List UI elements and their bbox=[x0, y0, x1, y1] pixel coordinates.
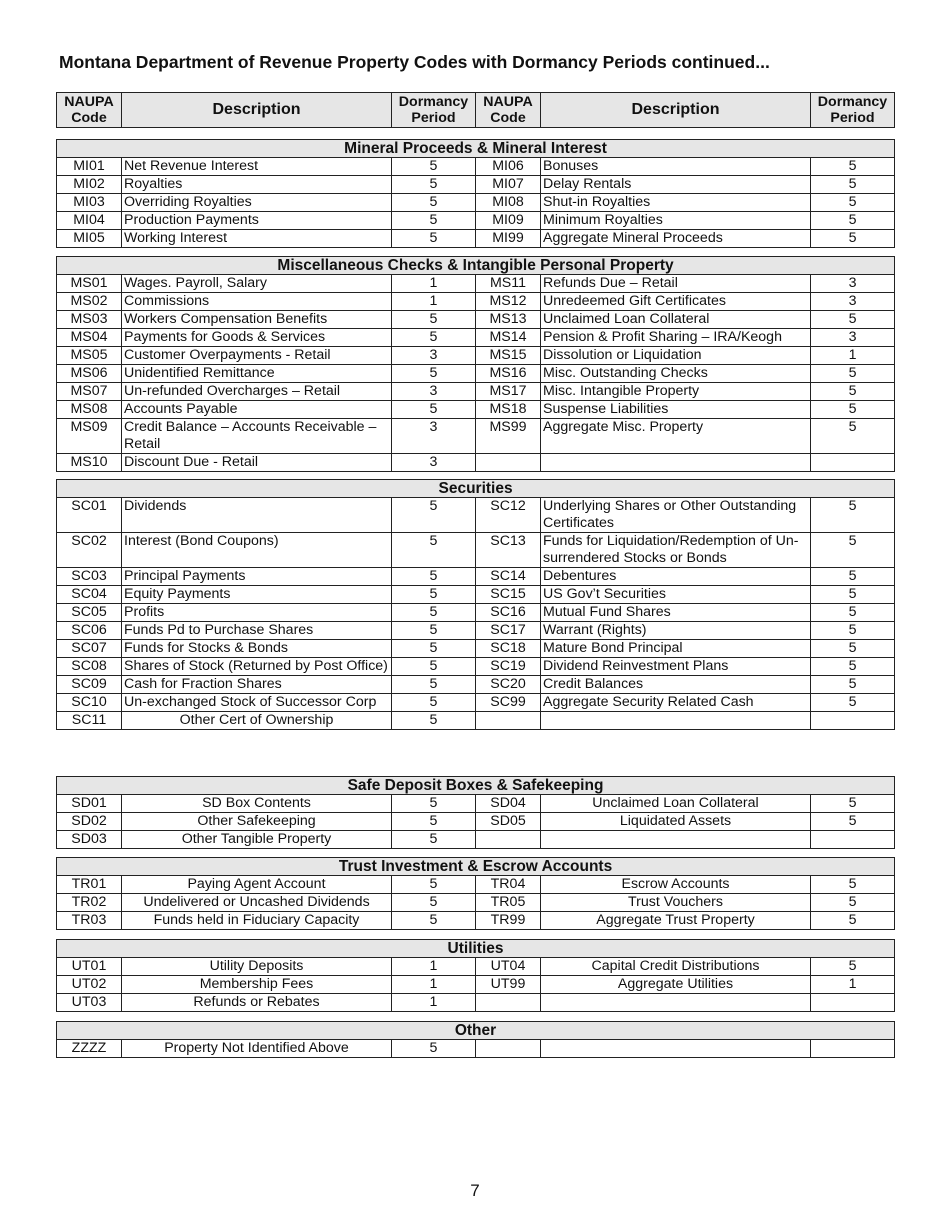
dormancy-period: 5 bbox=[392, 640, 476, 658]
section-title: Utilities bbox=[57, 940, 895, 958]
property-description: Unidentified Remittance bbox=[122, 365, 392, 383]
dormancy-period: 5 bbox=[392, 158, 476, 176]
property-description: Underlying Shares or Other Outstanding Certificates bbox=[541, 498, 811, 533]
property-description: Customer Overpayments - Retail bbox=[122, 347, 392, 365]
property-code: MI01 bbox=[57, 158, 122, 176]
property-description: Suspense Liabilities bbox=[541, 401, 811, 419]
table-row bbox=[57, 230, 895, 248]
table-row bbox=[57, 912, 895, 930]
property-description: US Gov’t Securities bbox=[541, 586, 811, 604]
dormancy-period: 5 bbox=[811, 795, 895, 813]
property-code bbox=[476, 712, 541, 730]
property-code: SC11 bbox=[57, 712, 122, 730]
dormancy-period bbox=[811, 1040, 895, 1058]
dormancy-period: 5 bbox=[811, 311, 895, 329]
dormancy-period: 1 bbox=[392, 275, 476, 293]
property-code: SC08 bbox=[57, 658, 122, 676]
dormancy-period: 5 bbox=[392, 676, 476, 694]
table-row bbox=[57, 994, 895, 1012]
property-description: Misc. Outstanding Checks bbox=[541, 365, 811, 383]
section-table bbox=[56, 776, 895, 849]
dormancy-period: 5 bbox=[811, 212, 895, 230]
property-code: MS04 bbox=[57, 329, 122, 347]
dormancy-period: 5 bbox=[392, 694, 476, 712]
property-description: Commissions bbox=[122, 293, 392, 311]
property-description: Unclaimed Loan Collateral bbox=[541, 311, 811, 329]
dormancy-period: 5 bbox=[811, 194, 895, 212]
property-code: SC18 bbox=[476, 640, 541, 658]
property-code: SD03 bbox=[57, 831, 122, 849]
property-code: MS18 bbox=[476, 401, 541, 419]
property-description: Misc. Intangible Property bbox=[541, 383, 811, 401]
section-title-row bbox=[57, 257, 895, 275]
table-row bbox=[57, 419, 895, 454]
section-title-row bbox=[57, 480, 895, 498]
property-code: TR03 bbox=[57, 912, 122, 930]
property-description: Other Safekeeping bbox=[122, 813, 392, 831]
table-row bbox=[57, 1040, 895, 1058]
property-description: Un-exchanged Stock of Successor Corp bbox=[122, 694, 392, 712]
property-description: Capital Credit Distributions bbox=[541, 958, 811, 976]
property-description: Property Not Identified Above bbox=[122, 1040, 392, 1058]
dormancy-period: 5 bbox=[811, 912, 895, 930]
property-description: Mutual Fund Shares bbox=[541, 604, 811, 622]
property-description: Membership Fees bbox=[122, 976, 392, 994]
dormancy-period: 5 bbox=[392, 622, 476, 640]
dormancy-period: 3 bbox=[811, 329, 895, 347]
property-code: SC15 bbox=[476, 586, 541, 604]
dormancy-period: 5 bbox=[811, 658, 895, 676]
dormancy-period: 3 bbox=[392, 419, 476, 454]
property-description: Credit Balance – Accounts Receivable – Retail bbox=[122, 419, 392, 454]
table-row bbox=[57, 976, 895, 994]
dormancy-period: 5 bbox=[811, 568, 895, 586]
dormancy-period: 5 bbox=[811, 622, 895, 640]
section-title: Miscellaneous Checks & Intangible Personal Property bbox=[57, 257, 895, 275]
table-row bbox=[57, 640, 895, 658]
property-description: Wages. Payroll, Salary bbox=[122, 275, 392, 293]
property-description: Unclaimed Loan Collateral bbox=[541, 795, 811, 813]
property-code: TR02 bbox=[57, 894, 122, 912]
table-row bbox=[57, 401, 895, 419]
table-row bbox=[57, 813, 895, 831]
dormancy-period: 5 bbox=[811, 958, 895, 976]
dormancy-period bbox=[811, 712, 895, 730]
section-table bbox=[56, 857, 895, 930]
dormancy-period: 1 bbox=[811, 976, 895, 994]
property-code: MS01 bbox=[57, 275, 122, 293]
header-dormancy-period: Dormancy Period bbox=[392, 93, 476, 128]
table-row bbox=[57, 533, 895, 568]
property-code: UT99 bbox=[476, 976, 541, 994]
dormancy-period: 5 bbox=[392, 212, 476, 230]
dormancy-period: 5 bbox=[811, 894, 895, 912]
section-title-row bbox=[57, 777, 895, 795]
table-row bbox=[57, 586, 895, 604]
dormancy-period: 5 bbox=[811, 401, 895, 419]
property-code: MS12 bbox=[476, 293, 541, 311]
dormancy-period: 1 bbox=[392, 293, 476, 311]
header-naupa-code: NAUPA Code bbox=[57, 93, 122, 128]
section-title: Trust Investment & Escrow Accounts bbox=[57, 858, 895, 876]
property-code: MI08 bbox=[476, 194, 541, 212]
property-code: MI09 bbox=[476, 212, 541, 230]
column-header-table bbox=[56, 92, 895, 128]
table-row bbox=[57, 831, 895, 849]
section-table bbox=[56, 256, 895, 472]
dormancy-period: 5 bbox=[392, 176, 476, 194]
property-code: MS11 bbox=[476, 275, 541, 293]
dormancy-period: 5 bbox=[392, 894, 476, 912]
property-code: MS05 bbox=[57, 347, 122, 365]
property-code: TR01 bbox=[57, 876, 122, 894]
property-code: MS02 bbox=[57, 293, 122, 311]
property-description: Minimum Royalties bbox=[541, 212, 811, 230]
property-description: Dissolution or Liquidation bbox=[541, 347, 811, 365]
property-code: TR05 bbox=[476, 894, 541, 912]
section-title-row bbox=[57, 858, 895, 876]
table-row bbox=[57, 498, 895, 533]
dormancy-period: 3 bbox=[392, 383, 476, 401]
table-row bbox=[57, 658, 895, 676]
table-row bbox=[57, 568, 895, 586]
property-code: SC14 bbox=[476, 568, 541, 586]
property-code: MS13 bbox=[476, 311, 541, 329]
property-description: Profits bbox=[122, 604, 392, 622]
dormancy-period: 3 bbox=[811, 275, 895, 293]
property-description: Trust Vouchers bbox=[541, 894, 811, 912]
property-code: MS15 bbox=[476, 347, 541, 365]
table-row bbox=[57, 604, 895, 622]
property-description: Debentures bbox=[541, 568, 811, 586]
table-row bbox=[57, 365, 895, 383]
header-description: Description bbox=[122, 93, 392, 128]
table-row bbox=[57, 894, 895, 912]
property-description: Funds Pd to Purchase Shares bbox=[122, 622, 392, 640]
dormancy-period: 5 bbox=[392, 365, 476, 383]
property-code: SC09 bbox=[57, 676, 122, 694]
property-code bbox=[476, 1040, 541, 1058]
property-code: MS07 bbox=[57, 383, 122, 401]
property-description bbox=[541, 1040, 811, 1058]
property-code: SC07 bbox=[57, 640, 122, 658]
section-title-row bbox=[57, 1022, 895, 1040]
dormancy-period: 5 bbox=[392, 568, 476, 586]
property-description: Aggregate Utilities bbox=[541, 976, 811, 994]
property-description: Dividends bbox=[122, 498, 392, 533]
property-description: Paying Agent Account bbox=[122, 876, 392, 894]
property-code: SC20 bbox=[476, 676, 541, 694]
dormancy-period: 5 bbox=[811, 498, 895, 533]
property-description bbox=[541, 994, 811, 1012]
page-title: Montana Department of Revenue Property Codes with Dormancy Periods continued... bbox=[59, 52, 770, 72]
table-row bbox=[57, 293, 895, 311]
property-description: Other Tangible Property bbox=[122, 831, 392, 849]
property-description: Bonuses bbox=[541, 158, 811, 176]
property-code bbox=[476, 454, 541, 472]
header-naupa-code: NAUPA Code bbox=[476, 93, 541, 128]
property-description: Aggregate Misc. Property bbox=[541, 419, 811, 454]
property-description bbox=[541, 712, 811, 730]
property-code: ZZZZ bbox=[57, 1040, 122, 1058]
dormancy-period: 5 bbox=[392, 401, 476, 419]
table-row bbox=[57, 876, 895, 894]
dormancy-period: 5 bbox=[392, 712, 476, 730]
section-title-row bbox=[57, 940, 895, 958]
dormancy-period: 5 bbox=[392, 795, 476, 813]
property-code: UT02 bbox=[57, 976, 122, 994]
property-description: Aggregate Mineral Proceeds bbox=[541, 230, 811, 248]
dormancy-period: 5 bbox=[811, 676, 895, 694]
property-description: Warrant (Rights) bbox=[541, 622, 811, 640]
dormancy-period: 5 bbox=[392, 498, 476, 533]
header-description: Description bbox=[541, 93, 811, 128]
dormancy-period: 5 bbox=[392, 604, 476, 622]
property-description: Payments for Goods & Services bbox=[122, 329, 392, 347]
property-description: Cash for Fraction Shares bbox=[122, 676, 392, 694]
property-description: Production Payments bbox=[122, 212, 392, 230]
property-description: Refunds Due – Retail bbox=[541, 275, 811, 293]
dormancy-period: 5 bbox=[392, 586, 476, 604]
property-description: Aggregate Security Related Cash bbox=[541, 694, 811, 712]
property-code: MS03 bbox=[57, 311, 122, 329]
table-row bbox=[57, 676, 895, 694]
property-code: SD05 bbox=[476, 813, 541, 831]
property-code: MS09 bbox=[57, 419, 122, 454]
property-code: SC13 bbox=[476, 533, 541, 568]
table-row bbox=[57, 712, 895, 730]
dormancy-period bbox=[811, 831, 895, 849]
dormancy-period: 5 bbox=[811, 876, 895, 894]
section-table bbox=[56, 1021, 895, 1058]
property-description: Principal Payments bbox=[122, 568, 392, 586]
property-description: Funds for Liquidation/Redemption of Un-surrendered Stocks or Bonds bbox=[541, 533, 811, 568]
dormancy-period: 1 bbox=[811, 347, 895, 365]
property-code: MS99 bbox=[476, 419, 541, 454]
dormancy-period: 5 bbox=[392, 1040, 476, 1058]
dormancy-period: 5 bbox=[811, 419, 895, 454]
property-description: Royalties bbox=[122, 176, 392, 194]
dormancy-period: 5 bbox=[811, 694, 895, 712]
property-description: Refunds or Rebates bbox=[122, 994, 392, 1012]
property-code: UT03 bbox=[57, 994, 122, 1012]
section-title: Securities bbox=[57, 480, 895, 498]
property-description: Liquidated Assets bbox=[541, 813, 811, 831]
property-code: SC01 bbox=[57, 498, 122, 533]
property-code bbox=[476, 994, 541, 1012]
property-code: MS06 bbox=[57, 365, 122, 383]
property-description: SD Box Contents bbox=[122, 795, 392, 813]
dormancy-period: 3 bbox=[811, 293, 895, 311]
property-code: MI05 bbox=[57, 230, 122, 248]
property-description bbox=[541, 454, 811, 472]
dormancy-period: 1 bbox=[392, 994, 476, 1012]
dormancy-period: 5 bbox=[811, 640, 895, 658]
table-row bbox=[57, 694, 895, 712]
dormancy-period bbox=[811, 454, 895, 472]
property-code: SC03 bbox=[57, 568, 122, 586]
table-row bbox=[57, 795, 895, 813]
property-code: SC17 bbox=[476, 622, 541, 640]
property-description: Funds for Stocks & Bonds bbox=[122, 640, 392, 658]
table-row bbox=[57, 158, 895, 176]
table-row bbox=[57, 958, 895, 976]
dormancy-period: 5 bbox=[392, 876, 476, 894]
property-code bbox=[476, 831, 541, 849]
property-code: UT01 bbox=[57, 958, 122, 976]
property-code: SD04 bbox=[476, 795, 541, 813]
table-row bbox=[57, 275, 895, 293]
dormancy-period: 3 bbox=[392, 454, 476, 472]
property-description: Accounts Payable bbox=[122, 401, 392, 419]
property-code: MI07 bbox=[476, 176, 541, 194]
section-title: Safe Deposit Boxes & Safekeeping bbox=[57, 777, 895, 795]
property-code: SC04 bbox=[57, 586, 122, 604]
dormancy-period: 5 bbox=[811, 365, 895, 383]
property-code: SC16 bbox=[476, 604, 541, 622]
property-code: MS16 bbox=[476, 365, 541, 383]
property-description: Dividend Reinvestment Plans bbox=[541, 658, 811, 676]
property-description: Funds held in Fiduciary Capacity bbox=[122, 912, 392, 930]
property-code: MS14 bbox=[476, 329, 541, 347]
table-row bbox=[57, 622, 895, 640]
property-code: MS10 bbox=[57, 454, 122, 472]
table-row bbox=[57, 347, 895, 365]
property-description: Overriding Royalties bbox=[122, 194, 392, 212]
property-code: TR04 bbox=[476, 876, 541, 894]
dormancy-period: 3 bbox=[392, 347, 476, 365]
column-header-row bbox=[57, 93, 895, 128]
section-title-row bbox=[57, 140, 895, 158]
property-description: Unredeemed Gift Certificates bbox=[541, 293, 811, 311]
property-code: MI02 bbox=[57, 176, 122, 194]
table-row bbox=[57, 383, 895, 401]
property-description: Shut-in Royalties bbox=[541, 194, 811, 212]
property-code: SC12 bbox=[476, 498, 541, 533]
property-description: Credit Balances bbox=[541, 676, 811, 694]
dormancy-period: 5 bbox=[811, 533, 895, 568]
property-description: Aggregate Trust Property bbox=[541, 912, 811, 930]
dormancy-period: 5 bbox=[811, 604, 895, 622]
property-description: Mature Bond Principal bbox=[541, 640, 811, 658]
table-row bbox=[57, 176, 895, 194]
property-description: Net Revenue Interest bbox=[122, 158, 392, 176]
property-code: SC05 bbox=[57, 604, 122, 622]
property-code: SC06 bbox=[57, 622, 122, 640]
dormancy-period: 5 bbox=[811, 230, 895, 248]
property-description: Other Cert of Ownership bbox=[122, 712, 392, 730]
dormancy-period: 5 bbox=[811, 176, 895, 194]
property-description: Un-refunded Overcharges – Retail bbox=[122, 383, 392, 401]
dormancy-period: 5 bbox=[392, 813, 476, 831]
property-code: SD01 bbox=[57, 795, 122, 813]
page-number: 7 bbox=[470, 1181, 480, 1200]
table-row bbox=[57, 454, 895, 472]
section-table bbox=[56, 139, 895, 248]
dormancy-period: 5 bbox=[811, 813, 895, 831]
property-code: MI04 bbox=[57, 212, 122, 230]
property-description: Pension & Profit Sharing – IRA/Keogh bbox=[541, 329, 811, 347]
property-description: Undelivered or Uncashed Dividends bbox=[122, 894, 392, 912]
table-row bbox=[57, 311, 895, 329]
section-table bbox=[56, 939, 895, 1012]
section-table bbox=[56, 479, 895, 730]
dormancy-period: 5 bbox=[811, 383, 895, 401]
property-description: Discount Due - Retail bbox=[122, 454, 392, 472]
dormancy-period bbox=[811, 994, 895, 1012]
dormancy-period: 5 bbox=[392, 831, 476, 849]
dormancy-period: 5 bbox=[392, 329, 476, 347]
property-code: SD02 bbox=[57, 813, 122, 831]
property-description bbox=[541, 831, 811, 849]
property-code: MS08 bbox=[57, 401, 122, 419]
header-dormancy-period: Dormancy Period bbox=[811, 93, 895, 128]
property-description: Workers Compensation Benefits bbox=[122, 311, 392, 329]
dormancy-period: 5 bbox=[392, 658, 476, 676]
property-description: Interest (Bond Coupons) bbox=[122, 533, 392, 568]
dormancy-period: 1 bbox=[392, 958, 476, 976]
property-description: Delay Rentals bbox=[541, 176, 811, 194]
dormancy-period: 5 bbox=[392, 533, 476, 568]
dormancy-period: 1 bbox=[392, 976, 476, 994]
dormancy-period: 5 bbox=[811, 586, 895, 604]
dormancy-period: 5 bbox=[392, 194, 476, 212]
property-code: SC02 bbox=[57, 533, 122, 568]
property-description: Utility Deposits bbox=[122, 958, 392, 976]
dormancy-period: 5 bbox=[811, 158, 895, 176]
property-code: SC19 bbox=[476, 658, 541, 676]
property-code: TR99 bbox=[476, 912, 541, 930]
dormancy-period: 5 bbox=[392, 230, 476, 248]
property-code: MI99 bbox=[476, 230, 541, 248]
property-description: Working Interest bbox=[122, 230, 392, 248]
property-code: SC99 bbox=[476, 694, 541, 712]
property-code: UT04 bbox=[476, 958, 541, 976]
property-description: Escrow Accounts bbox=[541, 876, 811, 894]
property-code: SC10 bbox=[57, 694, 122, 712]
table-row bbox=[57, 194, 895, 212]
table-row bbox=[57, 212, 895, 230]
property-description: Equity Payments bbox=[122, 586, 392, 604]
property-code: MS17 bbox=[476, 383, 541, 401]
property-description: Shares of Stock (Returned by Post Office) bbox=[122, 658, 392, 676]
property-code: MI03 bbox=[57, 194, 122, 212]
table-row bbox=[57, 329, 895, 347]
section-title: Other bbox=[57, 1022, 895, 1040]
property-code: MI06 bbox=[476, 158, 541, 176]
dormancy-period: 5 bbox=[392, 912, 476, 930]
dormancy-period: 5 bbox=[392, 311, 476, 329]
section-title: Mineral Proceeds & Mineral Interest bbox=[57, 140, 895, 158]
